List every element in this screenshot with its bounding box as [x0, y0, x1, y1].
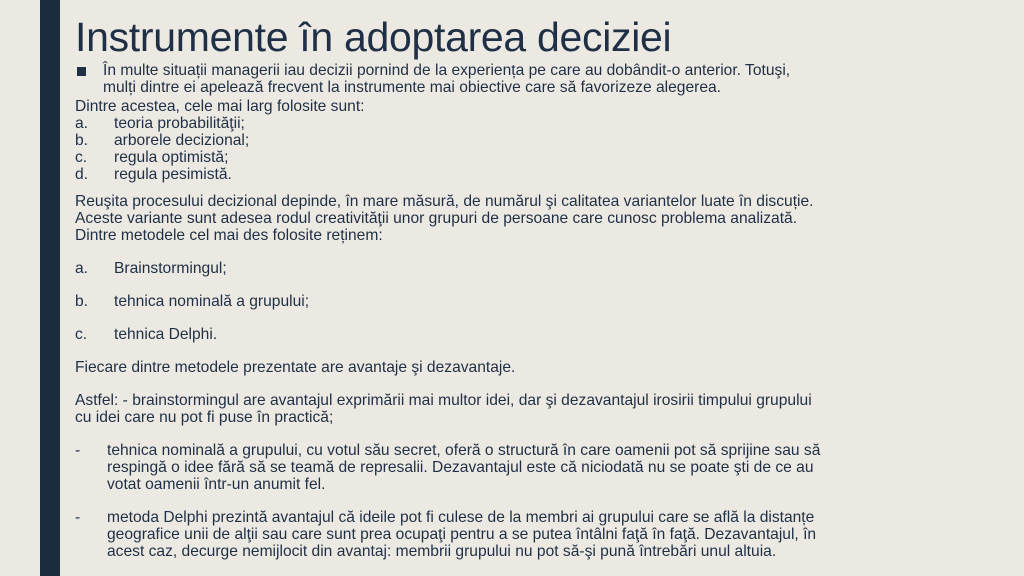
nominal-line-1: tehnica nominală a grupului, cu votul său secret, oferă o structură în care oamenii pot să sprijine sau să [107, 442, 821, 459]
list-item [75, 115, 1002, 132]
list-marker: c. [75, 326, 88, 343]
nominal-dash-item [75, 442, 1002, 493]
list-item [75, 260, 1002, 277]
list-label: teoria probabilităţii; [114, 115, 245, 132]
delphi-dash-item [75, 509, 1002, 560]
among-these-text: Dintre acestea, cele mai larg folosite sunt: [75, 98, 365, 115]
delphi-line-1: metoda Delphi prezintă avantajul că ideile pot fi culese de la membri ai grupului care se află la distanțe [107, 509, 815, 526]
slide-accent-bar [40, 0, 60, 576]
list-item [75, 166, 1002, 183]
list-marker: a. [75, 115, 89, 132]
list-item [75, 132, 1002, 149]
thus-paragraph [75, 392, 1002, 426]
list-label: tehnica Delphi. [114, 326, 218, 343]
nominal-line-2: respingă o idee fără să se teamă de represalii. Dezavantajul este că niciodată nu se poate şti de ce au [107, 459, 814, 476]
slide-title: Instrumente în adoptarea deciziei [75, 14, 672, 60]
list-marker: a. [75, 260, 89, 277]
dash-marker: - [75, 442, 81, 459]
intro-line-1: În multe situații managerii iau decizii pornind de la experiența pe care au dobândit-o anterior. Totuşi, [103, 62, 791, 79]
list-label: arborele decizional; [114, 132, 250, 149]
list-label: tehnica nominală a grupului; [114, 293, 310, 310]
nominal-line-3: votat oamenii într-un anumit fel. [107, 476, 326, 493]
list-item [75, 326, 1002, 343]
list-item [75, 149, 1002, 166]
list-item [75, 293, 1002, 310]
list-marker: b. [75, 293, 89, 310]
intro-line-2: mulți dintre ei apelează frecvent la instrumente mai obiective care să favorizeze alegerea. [103, 79, 722, 96]
success-line-2: Aceste variante sunt adesea rodul creativităţii unor grupuri de persoane care cunosc problema analizată. [75, 210, 798, 227]
success-line-1: Reuşita procesului decizional depinde, în mare măsură, de numărul şi calitatea variantelor luate în discuție. [75, 193, 814, 210]
each-method-text: Fiecare dintre metodele prezentate are avantaje şi dezavantaje. [75, 359, 516, 376]
list-label: regula pesimistă. [114, 166, 232, 183]
slide-content [75, 0, 1002, 560]
thus-line-2: cu idei care nu pot fi puse în practică; [75, 409, 334, 426]
success-line-3: Dintre metodele cel mai des folosite reținem: [75, 227, 383, 244]
delphi-line-3: acest caz, decurge nemijlocit din avantaj: membrii grupului nu pot să-şi pună întrebări unul altuia. [107, 543, 777, 560]
list-label: Brainstormingul; [114, 260, 227, 277]
square-bullet-icon [77, 67, 86, 76]
dash-marker: - [75, 509, 81, 526]
thus-line-1: Astfel: - brainstormingul are avantajul exprimării mai multor idei, dar şi dezavantajul irosirii timpului grupului [75, 392, 812, 409]
list-marker: c. [75, 149, 88, 166]
list-marker: d. [75, 166, 89, 183]
list-marker: b. [75, 132, 89, 149]
list-label: regula optimistă; [114, 149, 229, 166]
delphi-line-2: geografice unii de alţii sau care sunt prea ocupaţi pentru a se putea întâlni faţă în faţă. Dezavantajul, în [107, 526, 817, 543]
intro-bullet [75, 62, 1002, 96]
success-paragraph [75, 193, 1002, 244]
tools-list [75, 115, 1002, 183]
